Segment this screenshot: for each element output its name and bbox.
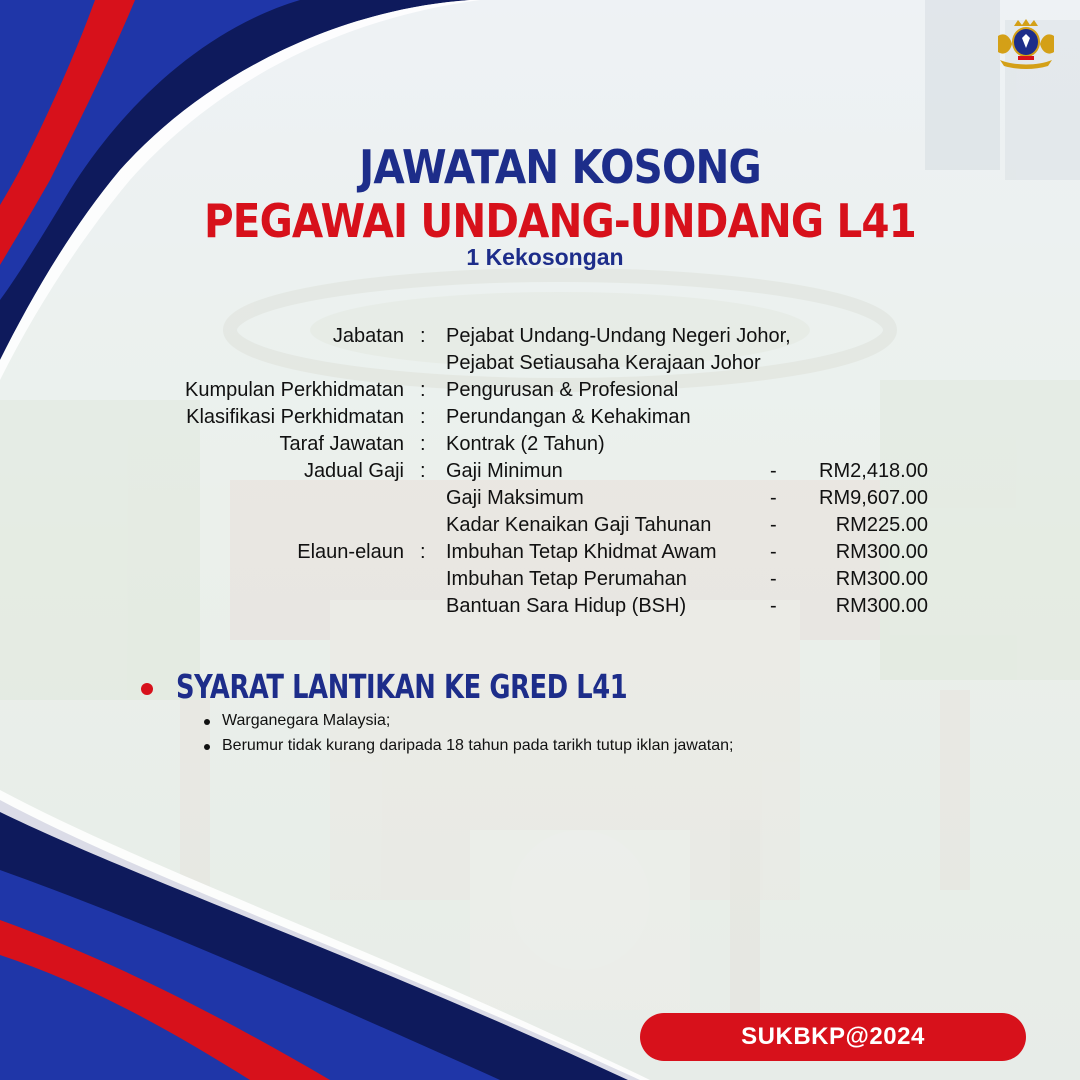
details-value: Gaji Maksimum xyxy=(446,487,584,509)
details-label: Taraf Jawatan xyxy=(279,433,404,455)
johor-state-crest-icon xyxy=(992,18,1060,70)
details-dash: - xyxy=(770,595,777,617)
details-table xyxy=(100,325,950,622)
requirement-text: Berumur tidak kurang daripada 18 tahun pada tarikh tutup iklan jawatan; xyxy=(222,737,734,754)
details-row xyxy=(100,433,950,460)
requirements-list xyxy=(200,712,733,762)
details-row xyxy=(100,379,950,406)
list-item xyxy=(200,737,733,762)
footer-badge xyxy=(640,1013,1026,1061)
details-label: Elaun-elaun xyxy=(297,541,404,563)
details-dash: - xyxy=(770,541,777,563)
details-label: Kumpulan Perkhidmatan xyxy=(184,379,404,401)
details-dash: - xyxy=(770,514,777,536)
details-colon: : xyxy=(420,433,426,455)
footer-text: SUKBKP@2024 xyxy=(741,1023,925,1050)
allowance-row xyxy=(100,568,950,595)
salary-row xyxy=(100,487,950,514)
details-amount: RM300.00 xyxy=(835,568,928,590)
details-amount: RM300.00 xyxy=(835,541,928,563)
details-amount: RM9,607.00 xyxy=(819,487,928,509)
bullet-icon xyxy=(204,719,210,725)
details-dash: - xyxy=(770,568,777,590)
section-bullet-icon xyxy=(141,683,153,695)
position-title: PEGAWAI UNDANG-UNDANG L41 xyxy=(204,194,916,248)
details-colon: : xyxy=(420,379,426,401)
details-row xyxy=(100,352,950,379)
details-amount: RM300.00 xyxy=(835,595,928,617)
details-amount: RM2,418.00 xyxy=(819,460,928,482)
details-label: Jabatan xyxy=(332,325,404,347)
details-label: Klasifikasi Perkhidmatan xyxy=(186,406,404,428)
details-value: Pejabat Undang-Undang Negeri Johor, xyxy=(446,325,791,347)
details-colon: : xyxy=(420,406,426,428)
details-value: Gaji Minimun xyxy=(446,460,563,482)
vacancy-count: 1 Kekosongan xyxy=(466,244,624,270)
details-row xyxy=(100,406,950,433)
salary-row xyxy=(100,460,950,487)
details-label: Jadual Gaji xyxy=(303,460,404,482)
details-colon: : xyxy=(420,325,426,347)
details-dash: - xyxy=(770,487,777,509)
salary-row xyxy=(100,514,950,541)
details-colon: : xyxy=(420,541,426,563)
page-title: JAWATAN KOSONG xyxy=(359,140,761,194)
details-value: Pengurusan & Profesional xyxy=(446,379,679,401)
details-dash: - xyxy=(770,460,777,482)
allowance-row xyxy=(100,595,950,622)
allowance-row xyxy=(100,541,950,568)
requirement-text: Warganegara Malaysia; xyxy=(222,712,391,729)
details-value: Imbuhan Tetap Perumahan xyxy=(446,568,687,590)
details-value: Imbuhan Tetap Khidmat Awam xyxy=(446,541,717,563)
details-value: Bantuan Sara Hidup (BSH) xyxy=(446,595,687,617)
bullet-icon xyxy=(204,744,210,750)
details-amount: RM225.00 xyxy=(835,514,928,536)
requirements-title: SYARAT LANTIKAN KE GRED L41 xyxy=(176,667,628,706)
details-colon: : xyxy=(420,460,426,482)
details-row xyxy=(100,325,950,352)
list-item xyxy=(200,712,733,737)
details-value: Perundangan & Kehakiman xyxy=(446,406,691,428)
details-value: Pejabat Setiausaha Kerajaan Johor xyxy=(446,352,761,374)
details-value: Kontrak (2 Tahun) xyxy=(446,433,605,455)
details-value: Kadar Kenaikan Gaji Tahunan xyxy=(446,514,712,536)
